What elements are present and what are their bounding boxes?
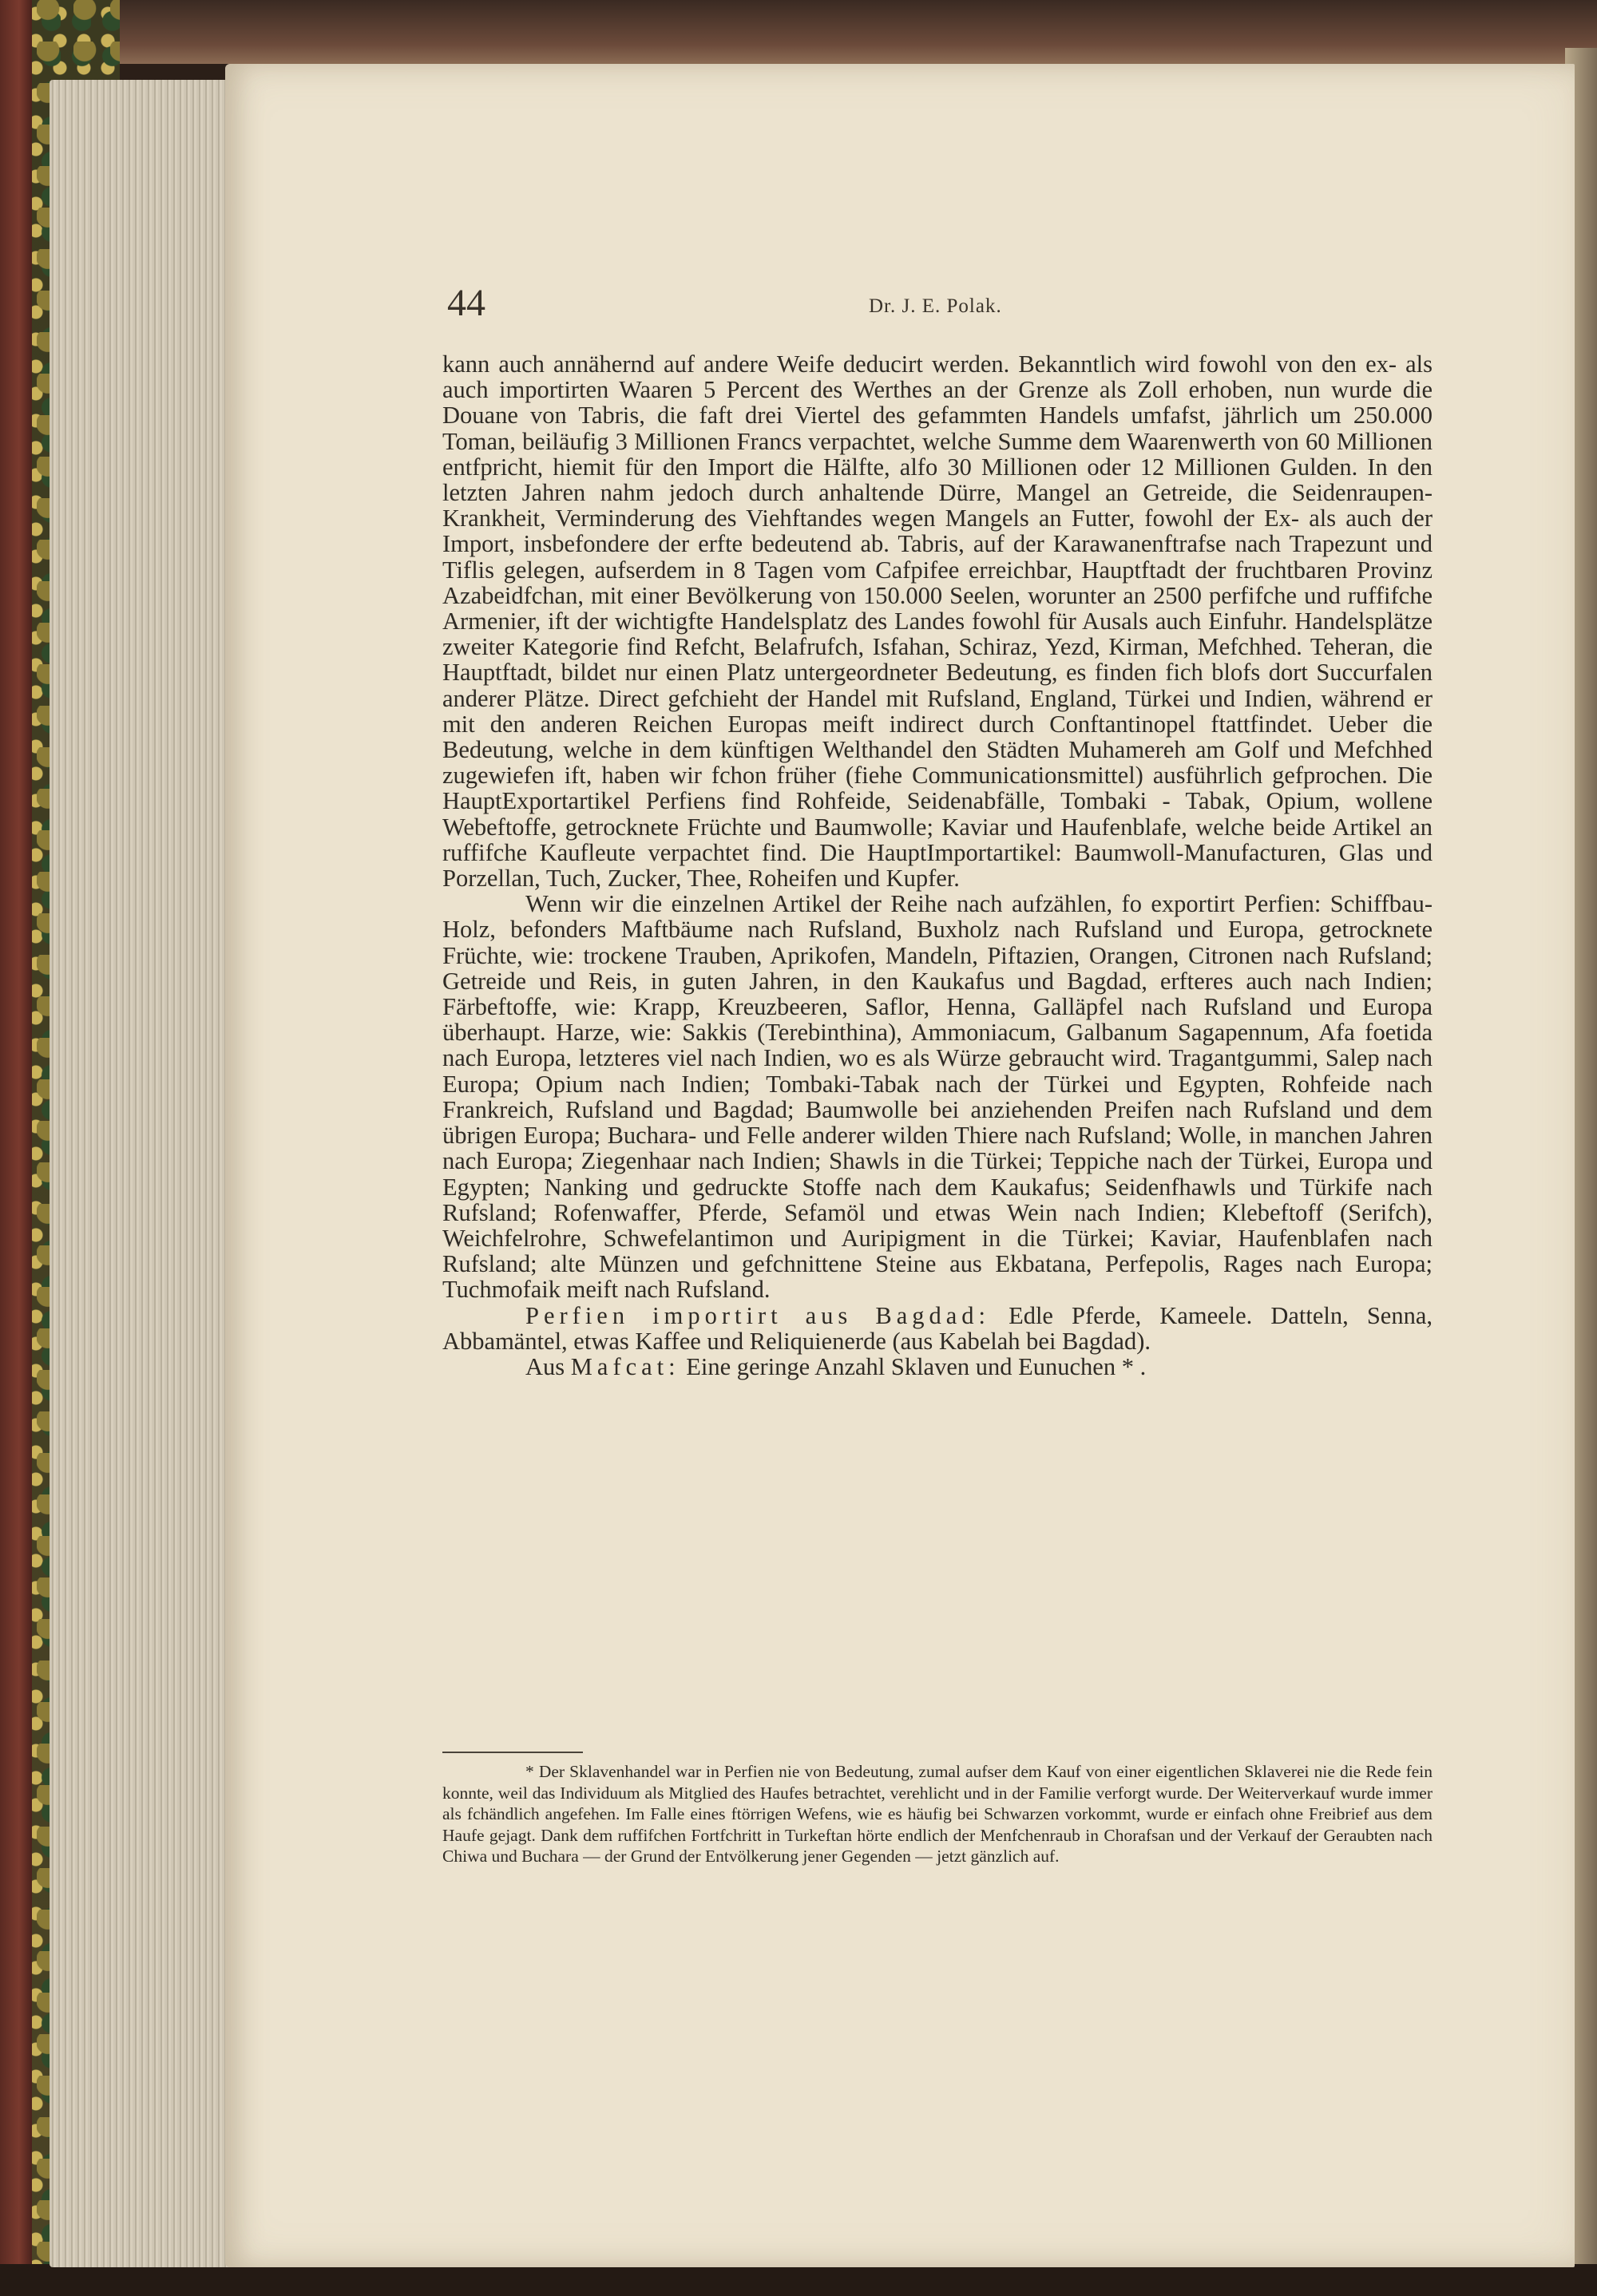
spaced-phrase: Perfien importirt aus Bagdad: xyxy=(525,1301,990,1329)
page-stack-edge xyxy=(50,80,233,2267)
paragraph-text: Edle Pferde, Kameele. Datteln, Senna, Abbamäntel, etwas Kaffee und Reliquienerde (aus Kabelah bei Bagdad). xyxy=(442,1301,1433,1355)
page-number: 44 xyxy=(447,282,485,324)
book-spine-edge xyxy=(0,0,32,2296)
paragraph-2 xyxy=(442,891,1433,1302)
paragraph-lead: Aus xyxy=(525,1352,565,1380)
paragraph-text: kann auch annähernd auf andere Weife deducirt werden. Bekanntlich wird fowohl von den ex- als auch importirten Waaren 5 Percent des Werthes an der Grenze als Zoll erhoben, nun wurde die Douane von Tabris, die faft drei Viertel des gefammten Handels umfafst, jährlich um 250.000 Toman, beiläufig 3 Millionen Francs verpachtet, welche Summe dem Waarenwerth von 60 Millionen entfpricht, hiemit für den Import die Hälfte, alfo 30 Millionen oder 12 Millionen Gulden. In den letzten Jahren nahm jedoch durch anhaltende Dürre, Mangel an Getreide, die Seidenraupen-Krankheit, Verminderung des Viehftandes wegen Mangels an Futter, fowohl der Ex- als auch der Import, insbefondere der erfte bedeutend ab. Tabris, auf der Karawanenftrafse nach Trapezunt und Tiflis gelegen, aufserdem in 8 Tagen vom Cafpifee erreichbar, Hauptftadt der fruchtbaren Provinz Azabeidfchan, mit einer Bevölkerung von 150.000 Seelen, worunter an 2500 perfifche und ruffifche Armenier, ift der wichtigfte Handelsplatz des Landes fowohl für Ausals auch Einfuhr. Handelsplätze zweiter Kategorie find Refcht, Belafrufch, Isfahan, Schiraz, Yezd, Kirman, Mefchhed. Teheran, die Hauptftadt, bildet nur einen Platz untergeordneter Bedeutung, es finden fich blofs dort Succurfalen anderer Plätze. Direct gefchieht der Handel mit Rufsland, England, Türkei und Indien, während er mit den anderen Reichen Europas meift indirect durch Conftantinopel ftattfindet. Ueber die Bedeutung, welche in dem künftigen Welthandel den Städten Muhamereh am Golf und Mefchhed zugewiefen ift, haben wir fchon früher (fiehe Communicationsmittel) ausführlich gefprochen. Die HauptExportartikel Perfiens find Rohfeide, Seidenabfälle, Tombaki - Tabak, Opium, wollene Webeftoffe, getrocknete Früchte und Baumwolle; Kaviar und Haufenblafe, welche beide Artikel an ruffifche Kaufleute verpachtet find. Die HauptImportartikel: Baumwoll-Manufacturen, Glas und Porzellan, Tuch, Zucker, Thee, Roheifen und Kupfer. xyxy=(442,350,1433,893)
body-text xyxy=(442,351,1433,1380)
spaced-phrase: Mafcat: xyxy=(570,1352,680,1380)
paragraph-4 xyxy=(442,1354,1433,1380)
paragraph-text: Eine geringe Anzahl Sklaven und Eunuchen * . xyxy=(680,1352,1147,1380)
header-author: Dr. J. E. Polak. xyxy=(869,295,1002,317)
paragraph-3 xyxy=(442,1303,1433,1354)
running-head xyxy=(447,281,1429,329)
book-cover-bottom xyxy=(0,2264,1597,2296)
footnote-rule xyxy=(442,1752,583,1753)
book-cover-top xyxy=(0,0,1597,64)
paragraph-text: Wenn wir die einzelnen Artikel der Reihe nach aufzählen, fo exportirt Perfien: Schiffbau-Holz, befonders Maftbäume nach Rufsland, Buxholz nach Rufsland und Europa, getrocknete Früchte, wie: trockene Trauben, Aprikofen, Mandeln, Piftazien, Orangen, Citronen nach Rufsland; Getreide und Reis, in guten Jahren, in den Kaukafus und Bagdad, erfteres auch nach Indien; Färbeftoffe, wie: Krapp, Kreuzbeeren, Saflor, Henna, Galläpfel nach Rufsland und Europa überhaupt. Harze, wie: Sakkis (Terebinthina), Ammoniacum, Galbanum Sagapennum, Afa foetida nach Europa, letzteres viel nach Indien, wo es als Würze gebraucht wird. Tragantgummi, Salep nach Europa; Opium nach Indien; Tombaki-Tabak nach der Türkei und Egypten, Rohfeide nach Frankreich, Rufsland und Bagdad; Baumwolle bei anziehenden Preifen nach Rufsland und dem übrigen Europa; Buchara- und Felle anderer wilden Thiere nach Rufsland; Wolle, in manchen Jahren nach Europa; Ziegenhaar nach Indien; Shawls in die Türkei; Teppiche nach der Türkei, Europa und Egypten; Nanking und gedruckte Stoffe nach dem Kaukafus; Seidenfhawls und Türkife nach Rufsland; Rofenwaffer, Pferde, Sefamöl und etwas Wein nach Indien; Klebeftoff (Serifch), Weichfelrohre, Schwefelantimon und Auripigment in die Türkei; Kaviar, Haufenblafen nach Rufsland; alte Münzen und gefchnittene Steine aus Ekbatana, Perfepolis, Rages nach Europa; Tuchmofaik meift nach Rufsland. xyxy=(442,890,1433,1304)
paragraph-1 xyxy=(442,351,1433,891)
footnote: * Der Sklavenhandel war in Perfien nie von Bedeutung, zumal aufser dem Kauf von einer eigentlichen Sklaverei nie die Rede fein konnte, weil das Individuum als Mitglied des Haufes betrachtet, verehlicht und in der Familie verforgt wurde. Der Weiterverkauf wurde immer als fchändlich angefehen. Im Falle eines ftörrigen Wefens, wie es häufig bei Schwarzen vorkommt, wurde er einfach ohne Freibrief aus dem Haufe gejagt. Dank dem ruffifchen Fortfchritt in Turkeftan hörte endlich der Menfchenraub in Chorafsan und der Verkauf der Geraubten nach Chiwa und Buchara — der Grund der Entvölkerung jener Gegenden — jetzt gänzlich auf. xyxy=(442,1762,1433,1866)
